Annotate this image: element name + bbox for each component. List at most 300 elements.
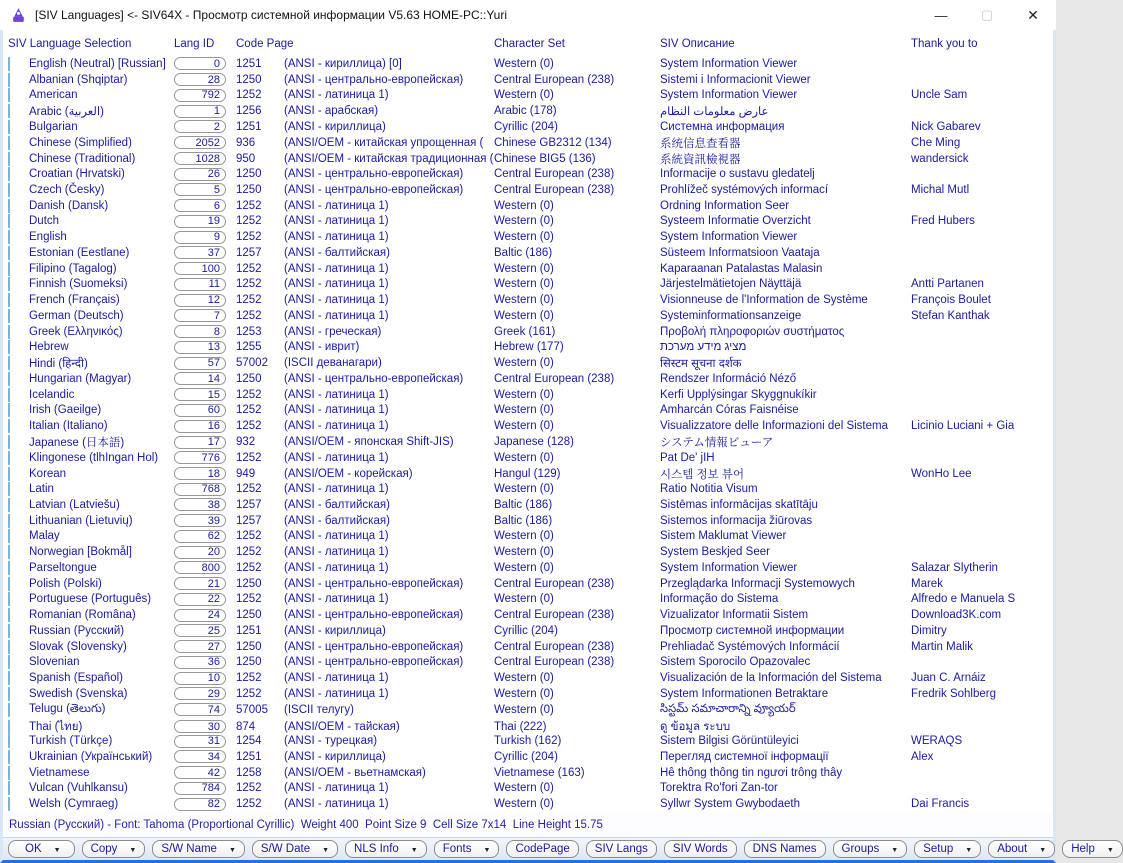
lang-id-input[interactable] <box>174 168 226 181</box>
language-label: Klingonese (tlhIngan Hol) <box>29 451 159 464</box>
lang-id-input[interactable] <box>174 309 226 322</box>
charset-cell: Western (0) <box>494 357 554 370</box>
lang-id-input[interactable] <box>174 89 226 102</box>
language-checkbox[interactable] <box>8 277 10 291</box>
language-checkbox[interactable] <box>8 734 10 748</box>
toolbar-button-nls-info[interactable]: NLS Info ▼ <box>345 840 427 858</box>
language-checkbox[interactable] <box>8 419 10 433</box>
codepage-number: 1252 <box>236 420 262 433</box>
bottom-toolbar <box>3 837 1114 860</box>
language-row <box>3 607 1053 623</box>
header-character-set: Character Set <box>494 38 565 50</box>
thanks-cell: Alfredo e Manuela S <box>911 593 1016 606</box>
lang-id-input[interactable] <box>174 498 226 511</box>
codepage-cell <box>236 341 494 353</box>
charset-cell: Hebrew (177) <box>494 341 564 354</box>
language-checkbox[interactable] <box>8 498 10 512</box>
language-checkbox[interactable] <box>8 136 10 150</box>
toolbar-button-siv-langs[interactable]: SIV Langs <box>586 840 657 858</box>
language-checkbox[interactable] <box>8 608 10 622</box>
codepage-description: (ANSI/OEM - японская Shift-JIS) <box>284 436 454 448</box>
language-row <box>3 261 1053 277</box>
language-label: Croatian (Hrvatski) <box>29 168 125 181</box>
codepage-cell <box>236 641 494 653</box>
description-cell: Sistemi i Informacionit Viewer <box>660 73 811 86</box>
thanks-cell: Juan C. Arnáiz <box>911 672 986 685</box>
language-checkbox[interactable] <box>8 529 10 543</box>
language-checkbox[interactable] <box>8 230 10 244</box>
description-cell: Системна информация <box>660 120 785 133</box>
codepage-description: (ANSI/OEM - корейская) <box>284 467 413 480</box>
thanks-cell: Antti Partanen <box>911 278 984 291</box>
language-label: Welsh (Cymraeg) <box>29 798 119 811</box>
dropdown-arrow-icon: ▼ <box>891 847 899 854</box>
dropdown-arrow-icon: ▼ <box>322 847 330 854</box>
toolbar-button-s-w-name[interactable]: S/W Name ▼ <box>152 840 245 858</box>
codepage-cell <box>236 278 494 290</box>
language-label: English <box>29 231 67 244</box>
language-row <box>3 308 1053 324</box>
language-checkbox[interactable] <box>8 73 10 87</box>
codepage-cell <box>236 798 494 810</box>
lang-id-input[interactable] <box>174 325 226 338</box>
close-button[interactable]: ✕ <box>1027 6 1039 23</box>
charset-cell: Central European (238) <box>494 168 615 181</box>
thanks-cell: Alex <box>911 750 934 763</box>
language-checkbox[interactable] <box>8 104 10 118</box>
toolbar-button-help[interactable]: Help ▼ <box>1062 840 1123 858</box>
codepage-description: (ANSI - латиница 1) <box>284 451 389 464</box>
lang-id-input[interactable] <box>174 73 226 86</box>
codepage-cell <box>236 373 494 385</box>
codepage-number: 1252 <box>236 309 262 322</box>
language-row <box>3 655 1053 671</box>
header-lang-id: Lang ID <box>174 38 215 50</box>
lang-id-input[interactable] <box>174 451 226 464</box>
language-checkbox[interactable] <box>8 435 10 449</box>
codepage-description: (ANSI/OEM - вьетнамская) <box>284 766 426 779</box>
language-label: Arabic (العربية) <box>29 106 104 119</box>
lang-id-input[interactable] <box>174 798 226 811</box>
lang-id-input[interactable] <box>174 152 226 165</box>
description-cell: ดู ข้อมูล ระบบ <box>660 720 731 733</box>
language-checkbox[interactable] <box>8 88 10 102</box>
toolbar-button-s-w-date[interactable]: S/W Date ▼ <box>252 840 338 858</box>
language-checkbox[interactable] <box>8 403 10 417</box>
lang-id-input[interactable] <box>174 735 226 748</box>
description-cell: מציג מידע מערכת <box>660 341 747 354</box>
charset-cell: Central European (238) <box>494 73 615 86</box>
thanks-cell: Fredrik Sohlberg <box>911 687 997 700</box>
description-cell: Sistem Bilgisi Görüntüleyici <box>660 735 799 748</box>
toolbar-button-about[interactable]: About ▼ <box>988 840 1055 858</box>
status-text: Russian (Русский) - Font: Tahoma (Proportional Cyrillic) Weight 400 Point Size 9 Cell Size 7x14 Line Height 15.75 <box>9 818 603 831</box>
codepage-description: (ANSI - латиница 1) <box>284 278 389 291</box>
lang-id-input[interactable] <box>174 294 226 307</box>
language-checkbox[interactable] <box>8 781 10 795</box>
codepage-cell <box>236 105 494 117</box>
language-label: Latvian (Latviešu) <box>29 498 120 511</box>
language-checkbox[interactable] <box>8 388 10 402</box>
codepage-description: (ANSI - латиница 1) <box>284 294 389 307</box>
lang-id-input[interactable] <box>174 561 226 574</box>
language-row <box>3 529 1053 545</box>
minimize-button[interactable]: — <box>934 7 948 23</box>
description-cell: Sistemos informacija žiūrovas <box>660 514 813 527</box>
lang-id-input[interactable] <box>174 262 226 275</box>
codepage-description: (ANSI - латиница 1) <box>284 483 389 496</box>
codepage-cell <box>236 767 494 779</box>
charset-cell: Western (0) <box>494 798 554 811</box>
lang-id-input[interactable] <box>174 703 226 716</box>
lang-id-input[interactable] <box>174 672 226 685</box>
codepage-number: 1250 <box>236 183 262 196</box>
codepage-description: (ANSI - латиница 1) <box>284 231 389 244</box>
codepage-description: (ANSI - латиница 1) <box>284 420 389 433</box>
lang-id-input[interactable] <box>174 215 226 228</box>
language-label: Ukrainian (Український) <box>29 750 153 763</box>
lang-id-input[interactable] <box>174 246 226 259</box>
language-checkbox[interactable] <box>8 640 10 654</box>
language-label: Albanian (Shqiptar) <box>29 73 128 86</box>
language-row <box>3 135 1053 151</box>
toolbar-button-setup[interactable]: Setup ▼ <box>914 840 981 858</box>
description-cell: Ordning Information Seer <box>660 199 790 212</box>
description-cell: Перегляд системної інформації <box>660 750 829 763</box>
codepage-number: 950 <box>236 152 256 165</box>
lang-id-input[interactable] <box>174 436 226 449</box>
charset-cell: Western (0) <box>494 561 554 574</box>
language-row <box>3 765 1053 781</box>
dropdown-arrow-icon: ▼ <box>129 847 137 854</box>
charset-cell: Western (0) <box>494 199 554 212</box>
language-row <box>3 103 1053 119</box>
codepage-number: 1252 <box>236 388 262 401</box>
description-cell: Systeminformationsanzeige <box>660 309 802 322</box>
language-label: Czech (Česky) <box>29 183 105 196</box>
lang-id-input[interactable] <box>174 467 226 480</box>
description-cell: Kaparaanan Patalastas Malasin <box>660 262 823 275</box>
charset-cell: Central European (238) <box>494 372 615 385</box>
codepage-cell <box>236 58 494 70</box>
codepage-number: 949 <box>236 467 256 480</box>
language-checkbox[interactable] <box>8 340 10 354</box>
codepage-cell <box>236 389 494 401</box>
description-cell: Visualizzatore delle Informazioni del Sistema <box>660 420 888 433</box>
toolbar-button-copy[interactable]: Copy ▼ <box>82 840 146 858</box>
charset-cell: Arabic (178) <box>494 105 557 118</box>
dropdown-arrow-icon: ▼ <box>1106 847 1114 854</box>
language-checkbox[interactable] <box>8 262 10 276</box>
lang-id-input[interactable] <box>174 766 226 779</box>
language-checkbox[interactable] <box>8 57 10 71</box>
lang-id-input[interactable] <box>174 120 226 133</box>
charset-cell: Western (0) <box>494 703 554 716</box>
codepage-cell <box>236 515 494 527</box>
lang-id-input[interactable] <box>174 656 226 669</box>
language-checkbox[interactable] <box>8 655 10 669</box>
lang-id-input[interactable] <box>174 483 226 496</box>
language-row <box>3 796 1053 812</box>
codepage-cell <box>236 74 494 86</box>
codepage-number: 1250 <box>236 577 262 590</box>
charset-cell: Cyrillic (204) <box>494 624 558 637</box>
language-row <box>3 88 1053 104</box>
language-row <box>3 324 1053 340</box>
language-row <box>3 182 1053 198</box>
charset-cell: Turkish (162) <box>494 735 562 748</box>
language-label: Parseltongue <box>29 561 97 574</box>
thanks-cell: Martin Malik <box>911 640 973 653</box>
description-cell: System Information Viewer <box>660 89 798 102</box>
codepage-number: 1252 <box>236 672 262 685</box>
language-checkbox[interactable] <box>8 624 10 638</box>
language-checkbox[interactable] <box>8 199 10 213</box>
charset-cell: Western (0) <box>494 278 554 291</box>
language-row <box>3 292 1053 308</box>
language-checkbox[interactable] <box>8 514 10 528</box>
description-cell: Visionneuse de l'Information de Système <box>660 294 868 307</box>
lang-id-input[interactable] <box>174 624 226 637</box>
language-checkbox[interactable] <box>8 293 10 307</box>
description-cell: Rendszer Információ Néző <box>660 372 797 385</box>
charset-cell: Western (0) <box>494 404 554 417</box>
language-checkbox[interactable] <box>8 703 10 717</box>
codepage-number: 57005 <box>236 703 268 716</box>
codepage-description: (ANSI - центрально-европейская) <box>284 372 464 385</box>
codepage-description: (ANSI - центрально-европейская) <box>284 168 464 181</box>
lang-id-input[interactable] <box>174 388 226 401</box>
lang-id-input[interactable] <box>174 640 226 653</box>
language-checkbox[interactable] <box>8 167 10 181</box>
language-label: Lithuanian (Lietuvių) <box>29 514 133 527</box>
lang-id-input[interactable] <box>174 750 226 763</box>
description-cell: Sistēmas informācijas skatītāju <box>660 498 818 511</box>
lang-id-input[interactable] <box>174 609 226 622</box>
lang-id-input[interactable] <box>174 341 226 354</box>
charset-cell: Western (0) <box>494 451 554 464</box>
charset-cell: Vietnamese (163) <box>494 766 585 779</box>
lang-id-input[interactable] <box>174 357 226 370</box>
lang-id-input[interactable] <box>174 404 226 417</box>
codepage-number: 1252 <box>236 687 262 700</box>
codepage-number: 1252 <box>236 782 262 795</box>
lang-id-input[interactable] <box>174 546 226 559</box>
codepage-description: (ANSI - центрально-европейская) <box>284 656 464 669</box>
codepage-number: 57002 <box>236 357 268 370</box>
language-label: Finnish (Suomeksi) <box>29 278 128 291</box>
description-cell: Süsteem Informatsioon Vaataja <box>660 246 820 259</box>
codepage-cell <box>236 562 494 574</box>
codepage-description: (ANSI - кириллица) <box>284 750 386 763</box>
language-label: Malay <box>29 530 60 543</box>
language-checkbox[interactable] <box>8 720 10 734</box>
codepage-number: 1252 <box>236 451 262 464</box>
codepage-cell <box>236 294 494 306</box>
description-cell: 系統資訊檢視器 <box>660 153 741 166</box>
thanks-cell: WERAQS <box>911 735 963 748</box>
toolbar-button-fonts[interactable]: Fonts ▼ <box>434 840 500 858</box>
charset-cell: Cyrillic (204) <box>494 120 558 133</box>
codepage-description: (ANSI - латиница 1) <box>284 593 389 606</box>
language-row <box>3 229 1053 245</box>
codepage-cell <box>236 420 494 432</box>
language-checkbox[interactable] <box>8 356 10 370</box>
codepage-cell <box>236 231 494 243</box>
codepage-description: (ANSI - латиница 1) <box>284 672 389 685</box>
toolbar-button-codepage[interactable]: CodePage <box>506 840 578 858</box>
lang-id-input[interactable] <box>174 593 226 606</box>
lang-id-input[interactable] <box>174 577 226 590</box>
header-siv-description: SIV Описание <box>660 38 735 50</box>
language-checkbox[interactable] <box>8 687 10 701</box>
lang-id-input[interactable] <box>174 514 226 527</box>
charset-cell: Western (0) <box>494 672 554 685</box>
dropdown-arrow-icon: ▼ <box>410 847 418 854</box>
language-label: Irish (Gaeilge) <box>29 404 102 417</box>
language-label: Greek (Ελληνικός) <box>29 325 123 338</box>
thanks-cell: Licinio Luciani + Gia <box>911 420 1015 433</box>
charset-cell: Western (0) <box>494 546 554 559</box>
codepage-cell <box>236 436 494 448</box>
language-checkbox[interactable] <box>8 183 10 197</box>
lang-id-input[interactable] <box>174 420 226 433</box>
language-row <box>3 72 1053 88</box>
language-label: Norwegian [Bokmål] <box>29 546 132 559</box>
codepage-cell <box>236 546 494 558</box>
language-row <box>3 387 1053 403</box>
lang-id-input[interactable] <box>174 199 226 212</box>
language-checkbox[interactable] <box>8 797 10 811</box>
charset-cell: Hangul (129) <box>494 467 561 480</box>
description-cell: Hê thông thông tin ngươi trông thây <box>660 766 843 779</box>
description-cell: 系统信息查看器 <box>660 137 741 150</box>
language-label: Thai (ไทย) <box>29 720 83 733</box>
codepage-cell <box>236 782 494 794</box>
description-cell: Systeem Informatie Overzicht <box>660 215 811 228</box>
codepage-cell <box>236 688 494 700</box>
codepage-cell <box>236 672 494 684</box>
lang-id-input[interactable] <box>174 183 226 196</box>
language-checkbox[interactable] <box>8 482 10 496</box>
description-cell: Torektra Ro'fori Zan-tor <box>660 782 778 795</box>
charset-cell: Western (0) <box>494 593 554 606</box>
description-cell: Informação do Sistema <box>660 593 779 606</box>
language-checkbox[interactable] <box>8 246 10 260</box>
description-cell: Ratio Notitia Visum <box>660 483 758 496</box>
codepage-number: 1252 <box>236 199 262 212</box>
codepage-description: (ANSI - латиница 1) <box>284 199 389 212</box>
language-label: German (Deutsch) <box>29 309 124 322</box>
toolbar-button-ok[interactable]: OK ▼ <box>8 840 75 858</box>
lang-id-input[interactable] <box>174 136 226 149</box>
codepage-description: (ANSI - кириллица) <box>284 120 386 133</box>
lang-id-input[interactable] <box>174 782 226 795</box>
codepage-description: (ANSI - латиница 1) <box>284 215 389 228</box>
lang-id-input[interactable] <box>174 57 226 70</box>
codepage-cell <box>236 499 494 511</box>
thanks-cell: Stefan Kanthak <box>911 309 990 322</box>
language-checkbox[interactable] <box>8 372 10 386</box>
language-row <box>3 418 1053 434</box>
description-cell: Προβολή πληροφοριών συστήματος <box>660 325 845 338</box>
description-cell: Järjestelmätietojen Näyttäjä <box>660 278 802 291</box>
language-checkbox[interactable] <box>8 451 10 465</box>
lang-id-input[interactable] <box>174 105 226 118</box>
codepage-cell <box>236 89 494 101</box>
codepage-number: 1252 <box>236 404 262 417</box>
description-cell: System Informationen Betraktare <box>660 687 829 700</box>
language-label: American <box>29 89 78 102</box>
codepage-cell <box>236 593 494 605</box>
language-checkbox[interactable] <box>8 561 10 575</box>
language-checkbox[interactable] <box>8 592 10 606</box>
lang-id-input[interactable] <box>174 720 226 733</box>
title-bar <box>0 0 1056 30</box>
language-checkbox[interactable] <box>8 577 10 591</box>
lang-id-input[interactable] <box>174 687 226 700</box>
language-checkbox[interactable] <box>8 750 10 764</box>
language-checkbox[interactable] <box>8 766 10 780</box>
language-label: French (Français) <box>29 294 120 307</box>
lang-id-input[interactable] <box>174 278 226 291</box>
language-checkbox[interactable] <box>8 671 10 685</box>
language-checkbox[interactable] <box>8 120 10 134</box>
toolbar-button-siv-words[interactable]: SIV Words <box>664 840 737 858</box>
language-checkbox[interactable] <box>8 467 10 481</box>
codepage-cell <box>236 247 494 259</box>
description-cell: Sistem Sporocilo Opazovalec <box>660 656 811 669</box>
lang-id-input[interactable] <box>174 530 226 543</box>
thanks-cell: Uncle Sam <box>911 89 968 102</box>
language-row <box>3 544 1053 560</box>
language-checkbox[interactable] <box>8 214 10 228</box>
language-label: Slovak (Slovensky) <box>29 640 127 653</box>
language-row <box>3 686 1053 702</box>
language-checkbox[interactable] <box>8 325 10 339</box>
thanks-cell: François Boulet <box>911 294 991 307</box>
codepage-cell <box>236 153 494 165</box>
thanks-cell: WonHo Lee <box>911 467 972 480</box>
codepage-cell <box>236 721 494 733</box>
toolbar-button-groups[interactable]: Groups ▼ <box>833 840 908 858</box>
codepage-description: (ANSI - балтийская) <box>284 514 390 527</box>
codepage-description: (ANSI - центрально-европейская) <box>284 577 464 590</box>
description-cell: System Information Viewer <box>660 57 798 70</box>
language-row <box>3 623 1053 639</box>
charset-cell: Greek (161) <box>494 325 556 338</box>
codepage-number: 1252 <box>236 798 262 811</box>
language-checkbox[interactable] <box>8 545 10 559</box>
codepage-number: 1250 <box>236 609 262 622</box>
description-cell: System Information Viewer <box>660 231 798 244</box>
lang-id-input[interactable] <box>174 231 226 244</box>
language-checkbox[interactable] <box>8 152 10 166</box>
codepage-description: (ANSI - центрально-европейская) <box>284 183 464 196</box>
codepage-cell <box>236 530 494 542</box>
lang-id-input[interactable] <box>174 372 226 385</box>
codepage-number: 1252 <box>236 278 262 291</box>
toolbar-button-dns-names[interactable]: DNS Names <box>744 840 826 858</box>
language-row <box>3 749 1053 765</box>
language-label: Filipino (Tagalog) <box>29 262 117 275</box>
language-checkbox[interactable] <box>8 309 10 323</box>
description-cell: Pat De' jIH <box>660 451 715 464</box>
maximize-button[interactable]: ▢ <box>980 7 994 22</box>
language-label: English (Neutral) [Russian] <box>29 57 166 70</box>
codepage-cell <box>236 483 494 495</box>
thanks-cell: Michal Mutl <box>911 183 970 196</box>
